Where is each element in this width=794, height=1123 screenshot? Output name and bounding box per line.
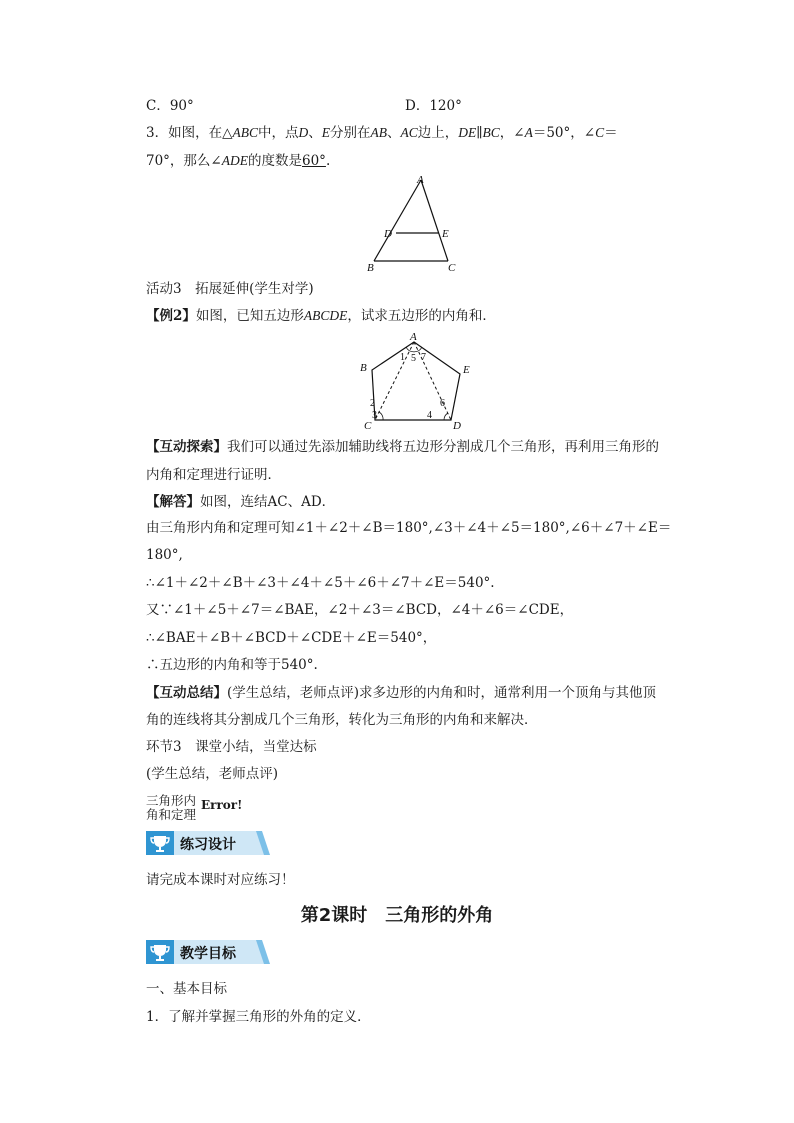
- angle-4: 4: [427, 410, 432, 421]
- diagonal-ac: [375, 342, 414, 420]
- label-a: A: [417, 174, 424, 186]
- label-d: D: [384, 228, 392, 240]
- label-d: D: [453, 420, 461, 432]
- lesson-title: 第2课时 三角形的外角: [300, 905, 494, 926]
- practice-text: 请完成本课时对应练习！: [146, 872, 295, 888]
- step-3-heading: 环节3 课堂小结，当堂达标: [146, 739, 317, 755]
- angle-5: 5: [411, 353, 416, 364]
- summary-line2: 角的连线将其分割成几个三角形，转化为三角形的内角和来解决．: [146, 712, 538, 728]
- solution-line3: ∴∠1＋∠2＋∠B＋∠3＋∠4＋∠5＋∠6＋∠7＋∠E＝540°.: [146, 575, 495, 591]
- solution-line4: 又∵∠1＋∠5＋∠7＝∠BAE，∠2＋∠3＝∠BCD，∠4＋∠6＝∠CDE，: [146, 602, 574, 618]
- banner-goals-label: 教学目标: [180, 946, 236, 962]
- side-ab: [374, 180, 421, 261]
- example-2: 【例2】如图，已知五边形ABCDE，试求五边形的内角和．: [146, 308, 496, 324]
- pentagon-outline: [372, 342, 460, 420]
- error-text: Error!: [201, 798, 243, 812]
- triangle-figure: [362, 174, 472, 274]
- label-b: B: [367, 262, 374, 274]
- angle-1: 1: [400, 352, 405, 363]
- angle-arc-d: [444, 413, 448, 420]
- label-e: E: [463, 364, 470, 376]
- option-c: C．90°: [146, 98, 194, 114]
- angle-7: 7: [421, 352, 426, 363]
- explore-line1: 【互动探索】我们可以通过先添加辅助线将五边形分割成几个三角形，再利用三角形的: [146, 439, 659, 455]
- question-3-line1: 3．如图，在△ABC中，点D、E分别在AB、AC边上，DE∥BC，∠A＝50°，∠C＝: [146, 125, 618, 141]
- solution-line5: ∴∠BAE＋∠B＋∠BCD＋∠CDE＋∠E＝540°，: [146, 630, 437, 646]
- banner-practice: [146, 831, 270, 855]
- label-b: B: [360, 362, 367, 374]
- angle-arc-a: [406, 347, 422, 352]
- theorem-label-line1: 三角形内: [146, 793, 197, 808]
- answer-blank: 60°: [302, 153, 326, 169]
- pentagon-figure: [352, 332, 482, 432]
- trophy-icon: [146, 831, 174, 855]
- step-3-note: (学生总结，老师点评): [146, 766, 279, 782]
- angle-arc-c: [379, 412, 383, 420]
- trophy-icon: [146, 940, 174, 964]
- angle-2: 2: [370, 398, 375, 409]
- label-e: E: [442, 228, 449, 240]
- solution-line2: 180°,: [146, 547, 183, 563]
- explore-line2: 内角和定理进行证明．: [146, 467, 281, 483]
- label-c: C: [364, 420, 372, 432]
- solution-line1: 由三角形内角和定理可知∠1＋∠2＋∠B＝180°,∠3＋∠4＋∠5＝180°,∠6＋∠7＋∠E＝: [146, 520, 672, 536]
- solution-intro: 【解答】如图，连结AC、AD．: [146, 494, 336, 510]
- activity-3-heading: 活动3 拓展延伸(学生对学): [146, 281, 314, 297]
- label-c: C: [448, 262, 456, 274]
- goals-heading: 一、基本目标: [146, 981, 227, 997]
- banner-goals: [146, 940, 270, 964]
- side-ac: [421, 180, 448, 261]
- solution-line6: ∴五边形的内角和等于540°.: [146, 657, 318, 673]
- goal-1: 1．了解并掌握三角形的外角的定义．: [146, 1009, 371, 1025]
- diagonal-ad: [414, 342, 451, 420]
- banner-practice-label: 练习设计: [180, 837, 236, 853]
- option-d: D．120°: [405, 98, 462, 114]
- label-a: A: [410, 332, 417, 343]
- angle-6: 6: [440, 398, 445, 409]
- question-3-line2: 70°，那么∠ADE的度数是60°.: [146, 153, 331, 169]
- theorem-label-line2: 角和定理: [146, 807, 197, 822]
- angle-3: 3: [372, 410, 377, 421]
- summary-line1: 【互动总结】(学生总结，老师点评)求多边形的内角和时，通常利用一个顶角与其他顶: [146, 685, 657, 701]
